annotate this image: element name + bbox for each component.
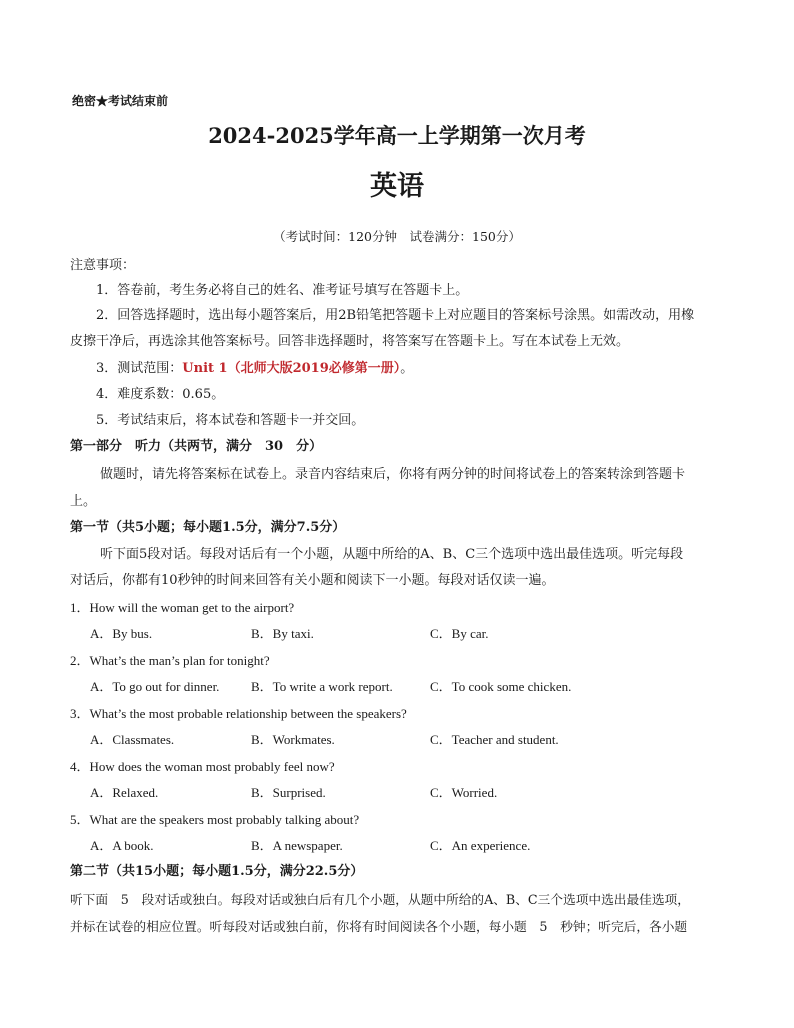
question-4-option-c: C．Worried.: [430, 785, 498, 800]
note-item-2-line-1: 2．回答选择题时，选出每小题答案后，用2B铅笔把答题卡上对应题目的答案标号涂黑。如需改动，用橡: [96, 308, 695, 323]
question-2-option-c: C．To cook some chicken.: [430, 679, 572, 694]
question-3-option-b: B．Workmates.: [251, 732, 335, 747]
note-item-4: 4．难度系数：0.65。: [96, 387, 225, 402]
question-1-option-a: A．By bus.: [90, 626, 153, 641]
question-4-option-b: B．Surprised.: [251, 785, 326, 800]
question-2-option-a: A．To go out for dinner.: [90, 679, 220, 694]
question-5: 5．What are the speakers most probably talking about?: [70, 812, 360, 827]
test-scope: Unit 1（北师大版2019必修第一册）: [182, 361, 401, 376]
notes-heading: 注意事项：: [70, 258, 136, 273]
part1-heading: 第一部分 听力（共两节，满分 30 分）: [70, 439, 323, 454]
question-5-option-c: C．An experience.: [430, 838, 531, 853]
note-item-5: 5．考试结束后，将本试卷和答题卡一并交回。: [96, 413, 365, 428]
question-3: 3．What’s the most probable relationship between the speakers?: [70, 706, 407, 721]
question-3-option-a: A．Classmates.: [90, 732, 175, 747]
part1-intro-line-1: 做题时，请先将答案标在试卷上。录音内容结束后，你将有两分钟的时间将试卷上的答案转涂到答题卡: [100, 467, 686, 482]
section1-heading: 第一节（共5小题；每小题1.5分，满分7.5分）: [70, 520, 346, 535]
subject-title: 英语: [370, 171, 424, 202]
question-1: 1．How will the woman get to the airport?: [70, 600, 295, 615]
note-item-3-prefix: 3．测试范围：: [96, 361, 183, 376]
note-item-3-suffix: 。: [400, 361, 414, 376]
question-3-option-c: C．Teacher and student.: [430, 732, 559, 747]
section2-intro-line-1: 听下面 5 段对话或独白。每段对话或独白后有几个小题，从题中所给的A、B、C三个选项中选出最佳选项，: [70, 892, 690, 907]
note-item-2-line-2: 皮擦干净后，再选涂其他答案标号。回答非选择题时，将答案写在答题卡上。写在本试卷上无效。: [70, 334, 630, 349]
question-2: 2．What’s the man’s plan for tonight?: [70, 653, 270, 668]
question-1-option-b: B．By taxi.: [251, 626, 314, 641]
question-4: 4．How does the woman most probably feel now?: [70, 759, 335, 774]
question-5-option-a: A．A book.: [90, 838, 154, 853]
question-2-option-b: B．To write a work report.: [251, 679, 393, 694]
confidential-label: 绝密★考试结束前: [72, 94, 169, 108]
section2-intro-line-2: 并标在试卷的相应位置。听每段对话或独白前，你将有时间阅读各个小题，每小题 5 秒钟；听完后，各小题: [70, 919, 688, 934]
note-item-3: [96, 360, 413, 378]
question-1-option-c: C．By car.: [430, 626, 489, 641]
note-item-1: 1．答卷前，考生务必将自己的姓名、准考证号填写在答题卡上。: [96, 283, 469, 298]
question-5-option-b: B．A newspaper.: [251, 838, 343, 853]
section1-intro-line-1: 听下面5段对话。每段对话后有一个小题，从题中所给的A、B、C三个选项中选出最佳选项。听完每段: [100, 547, 684, 562]
section1-intro-line-2: 对话后，你都有10秒钟的时间来回答有关小题和阅读下一小题。每段对话仅读一遍。: [70, 573, 555, 588]
section2-heading: 第二节（共15小题；每小题1.5分，满分22.5分）: [70, 864, 364, 879]
exam-title: 2024-2025学年高一上学期第一次月考: [208, 123, 586, 148]
question-4-option-a: A．Relaxed.: [90, 785, 159, 800]
exam-info: （考试时间：120分钟 试卷满分：150分）: [273, 229, 521, 244]
part1-intro-line-2: 上。: [70, 494, 97, 509]
